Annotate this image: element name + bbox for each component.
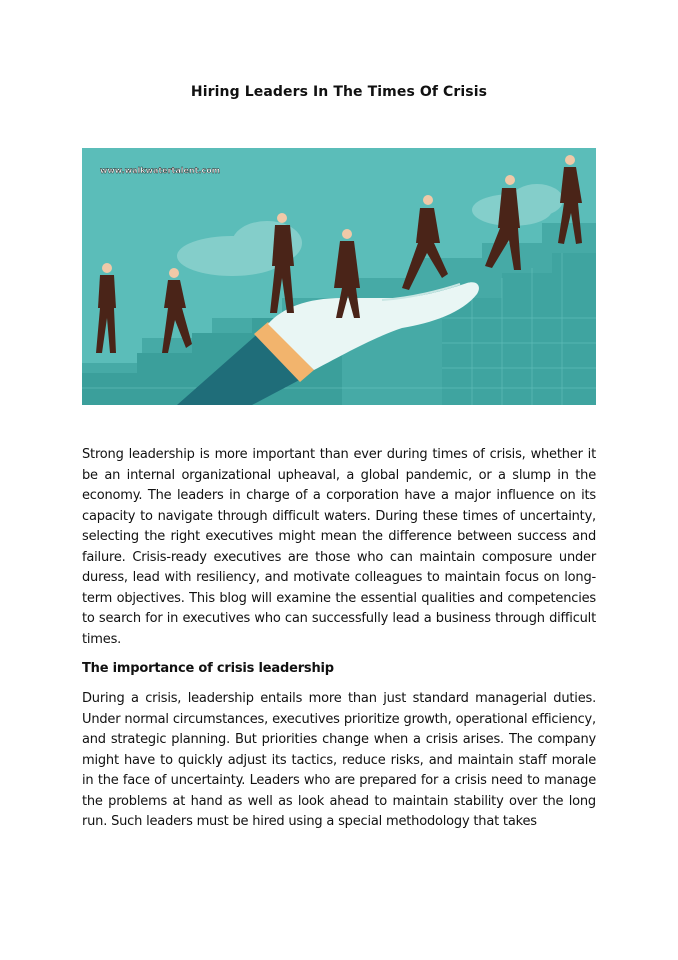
intro-paragraph: Strong leadership is more important than ever during times of crisis, whether it be an internal organizational upheaval, a global pandemic, or a slump in the economy. The leaders in charge of a corporation have a major influence on its capacity to navigate through difficult waters. During these times of uncertainty, selecting the right executives might mean the difference between success and failure. Crisis-ready executives are those who can maintain composure under duress, lead with resiliency, and motivate colleagues to maintain focus on long-term objectives. This blog will examine the essential qualities and competencies to search for in executives who can successfully lead a business through difficult times.: [82, 447, 596, 647]
document-title: Hiring Leaders In The Times Of Crisis: [190, 84, 488, 100]
leaders-climbing-stairs-illustration: [82, 148, 596, 405]
watermark-text: www.walkwatertalent.com: [100, 166, 221, 175]
hero-image: [82, 148, 596, 405]
section-paragraph: During a crisis, leadership entails more than just standard managerial duties. Under normal circumstances, executives prioritize growth, operational efficiency, and strategic planning. But priorities change when a crisis arises. The company might have to quickly adjust its tactics, reduce risks, and maintain staff morale in the face of uncertainty. Leaders who are prepared for a crisis need to manage the problems at hand as well as look ahead to maintain stability over the long run. Such leaders must be hired using a special methodology that takes: [82, 691, 596, 829]
section-heading: The importance of crisis leadership: [82, 661, 334, 676]
